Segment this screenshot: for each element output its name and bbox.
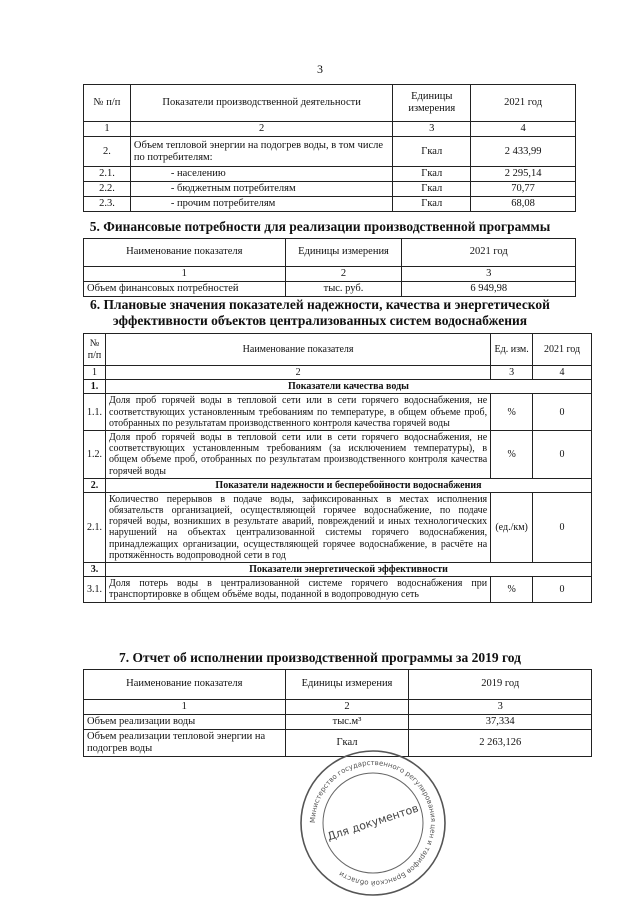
table-row bbox=[84, 137, 576, 167]
table-row bbox=[84, 197, 576, 212]
indicator-name: - прочим потребителям bbox=[130, 197, 392, 212]
table-header-row bbox=[84, 670, 592, 700]
value-cell: 0 bbox=[533, 430, 592, 478]
section-6-title-line-2: эффективности объектов централизованных систем водоснабжения bbox=[112, 312, 528, 328]
unit-cell: Гкал bbox=[393, 182, 471, 197]
indicator-name: - населению bbox=[130, 167, 392, 182]
index-cell: 4 bbox=[533, 366, 592, 380]
index-row bbox=[84, 267, 576, 282]
value-cell: 0 bbox=[533, 394, 592, 431]
section-7-title: 7. Отчет об исполнении производственной программы за 2019 год bbox=[119, 650, 521, 665]
value-cell: 2 263,126 bbox=[409, 730, 592, 757]
reliability-indicators-table bbox=[83, 333, 592, 603]
group-number: 3. bbox=[84, 563, 106, 577]
index-cell: 1 bbox=[84, 366, 106, 380]
indicator-name: - бюджетным потребителям bbox=[130, 182, 392, 197]
row-number: 2. bbox=[84, 137, 131, 167]
index-cell: 1 bbox=[84, 267, 286, 282]
table-header-row bbox=[84, 334, 592, 366]
unit-cell: тыс. руб. bbox=[285, 282, 402, 297]
group-row bbox=[84, 380, 592, 394]
index-cell: 3 bbox=[491, 366, 533, 380]
indicator-name: Доля потерь воды в централизованной системе горячего водоснабжения при транспортировке в общем объёме воды, поданной в водопроводную сеть bbox=[106, 577, 491, 602]
group-title: Показатели энергетической эффективности bbox=[106, 563, 592, 577]
unit-cell: Гкал bbox=[393, 137, 471, 167]
header-cell: № п/п bbox=[84, 85, 131, 122]
value-cell: 0 bbox=[533, 492, 592, 562]
index-cell: 3 bbox=[409, 700, 592, 715]
indicator-name: Объем реализации тепловой энергии на подогрев воды bbox=[84, 730, 286, 757]
group-number: 1. bbox=[84, 380, 106, 394]
row-number: 1.2. bbox=[84, 430, 106, 478]
row-number: 2.3. bbox=[84, 197, 131, 212]
group-number: 2. bbox=[84, 478, 106, 492]
stamp-center-text: Для документов bbox=[325, 801, 421, 844]
production-indicators-table bbox=[83, 84, 576, 212]
value-cell: 37,334 bbox=[409, 715, 592, 730]
index-row bbox=[84, 700, 592, 715]
unit-cell: (ед./км) bbox=[491, 492, 533, 562]
table-row bbox=[84, 492, 592, 562]
section-6-title bbox=[0, 297, 640, 328]
header-cell: Показатели производственной деятельности bbox=[130, 85, 392, 122]
indicator-name: Объем реализации воды bbox=[84, 715, 286, 730]
index-cell: 1 bbox=[84, 700, 286, 715]
value-cell: 68,08 bbox=[471, 197, 576, 212]
value-cell: 0 bbox=[533, 577, 592, 602]
group-title: Показатели качества воды bbox=[106, 380, 592, 394]
index-cell: 2 bbox=[106, 366, 491, 380]
header-cell: Единицы измерения bbox=[285, 239, 402, 267]
header-cell: 2021 год bbox=[471, 85, 576, 122]
indicator-name: Количество перерывов в подаче воды, зафиксированных в местах исполнения обязательств организацией, осуществляющей горячее водоснабжение, по подаче горячей воды, возникших в результате аварий, повреждений и иных технологических нарушений на объектах централизованной системы горячего водоснабжения, принадлежащих организации, осуществляющей горячее водоснабжение, в расчёте на протяжённость водопроводной сети в год bbox=[106, 492, 491, 562]
value-cell: 6 949,98 bbox=[402, 282, 576, 297]
indicator-name: Доля проб горячей воды в тепловой сети или в сети горячего водоснабжения, не соответствующих установленным требованиям по температуре, в общем объеме проб, отобранных по результатам производственного контроля качества горячей воды bbox=[106, 394, 491, 431]
table-row bbox=[84, 577, 592, 602]
index-cell: 4 bbox=[471, 122, 576, 137]
header-cell: № п/п bbox=[84, 334, 106, 366]
unit-cell: Гкал bbox=[393, 197, 471, 212]
row-number: 3.1. bbox=[84, 577, 106, 602]
financial-needs-table bbox=[83, 238, 576, 297]
indicator-name: Объем тепловой энергии на подогрев воды, в том числе по потребителям: bbox=[130, 137, 392, 167]
table-header-row bbox=[84, 85, 576, 122]
header-cell: Единицы измерения bbox=[285, 670, 409, 700]
index-cell: 1 bbox=[84, 122, 131, 137]
group-title: Показатели надежности и бесперебойности водоснабжения bbox=[106, 478, 592, 492]
header-cell: Единицы измерения bbox=[393, 85, 471, 122]
table-row bbox=[84, 282, 576, 297]
header-cell: Наименование показателя bbox=[84, 239, 286, 267]
value-cell: 2 295,14 bbox=[471, 167, 576, 182]
unit-cell: Гкал bbox=[285, 730, 409, 757]
header-cell: 2021 год bbox=[402, 239, 576, 267]
unit-cell: тыс.м³ bbox=[285, 715, 409, 730]
row-number: 2.2. bbox=[84, 182, 131, 197]
header-cell: 2021 год bbox=[533, 334, 592, 366]
section-6-title-line-1: 6. Плановые значения показателей надежности, качества и энергетической bbox=[90, 297, 550, 312]
value-cell: 2 433,99 bbox=[471, 137, 576, 167]
header-cell: 2019 год bbox=[409, 670, 592, 700]
value-cell: 70,77 bbox=[471, 182, 576, 197]
group-row bbox=[84, 563, 592, 577]
unit-cell: % bbox=[491, 394, 533, 431]
unit-cell: % bbox=[491, 430, 533, 478]
execution-report-table bbox=[83, 669, 592, 757]
index-row bbox=[84, 122, 576, 137]
group-row bbox=[84, 478, 592, 492]
indicator-name: Объем финансовых потребностей bbox=[84, 282, 286, 297]
stamp-ring-text: Министерство государственного регулирования цен и тарифов Брянской области bbox=[308, 758, 438, 888]
row-number: 1.1. bbox=[84, 394, 106, 431]
unit-cell: % bbox=[491, 577, 533, 602]
table-row bbox=[84, 182, 576, 197]
header-cell: Наименование показателя bbox=[106, 334, 491, 366]
table-row bbox=[84, 167, 576, 182]
indicator-name: Доля проб горячей воды в тепловой сети или в сети горячего водоснабжения, не соответствующих установленным требованиям (за исключением температуры), в общем объеме проб, отобранных по результатам производственного контроля качества горячей воды bbox=[106, 430, 491, 478]
page-number: 3 bbox=[317, 62, 323, 76]
index-cell: 3 bbox=[402, 267, 576, 282]
table-header-row bbox=[84, 239, 576, 267]
index-cell: 2 bbox=[285, 700, 409, 715]
row-number: 2.1. bbox=[84, 167, 131, 182]
section-5-title: 5. Финансовые потребности для реализации производственной программы bbox=[89, 219, 551, 234]
table-row bbox=[84, 430, 592, 478]
index-cell: 3 bbox=[393, 122, 471, 137]
unit-cell: Гкал bbox=[393, 167, 471, 182]
index-cell: 2 bbox=[130, 122, 392, 137]
header-cell: Наименование показателя bbox=[84, 670, 286, 700]
index-row bbox=[84, 366, 592, 380]
header-cell: Ед. изм. bbox=[491, 334, 533, 366]
table-row bbox=[84, 394, 592, 431]
index-cell: 2 bbox=[285, 267, 402, 282]
official-stamp bbox=[298, 748, 448, 898]
table-row bbox=[84, 715, 592, 730]
row-number: 2.1. bbox=[84, 492, 106, 562]
